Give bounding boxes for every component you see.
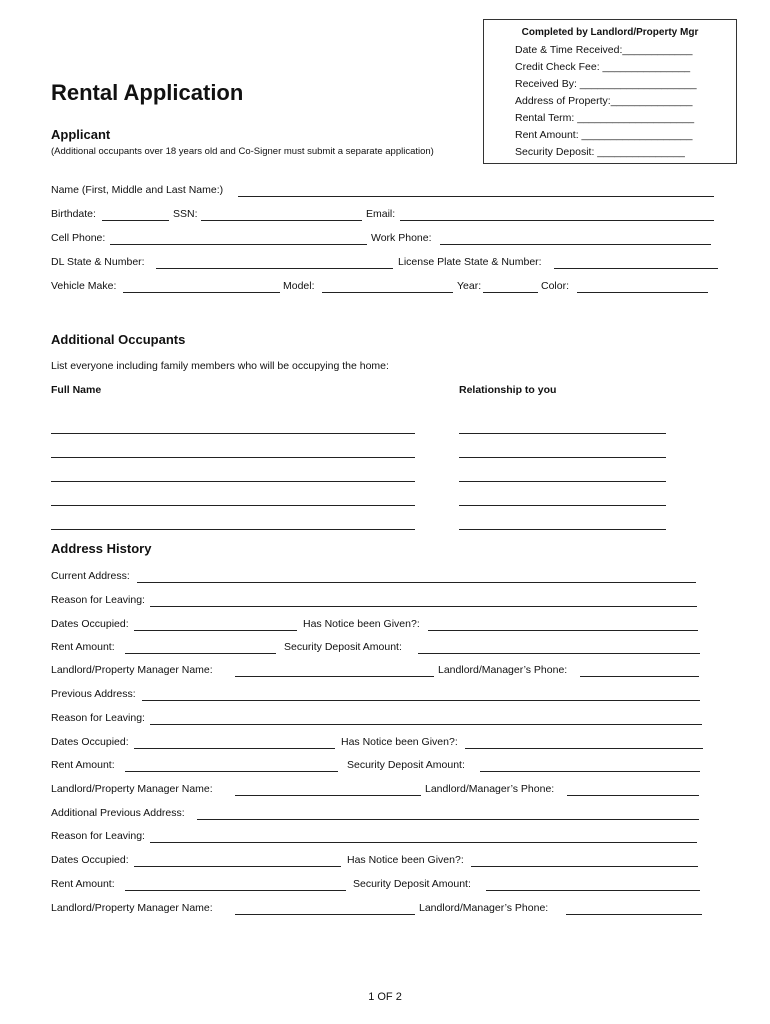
cell-phone-input-line[interactable] bbox=[110, 244, 367, 245]
notice-given-label: Has Notice been Given?: bbox=[347, 854, 464, 866]
birthdate-label: Birthdate: bbox=[51, 208, 96, 220]
landlord-phone-label: Landlord/Manager’s Phone: bbox=[425, 783, 555, 795]
landlord-phone-label: Landlord/Manager’s Phone: bbox=[438, 664, 568, 676]
received-by-field[interactable]: Received By: ____________________ bbox=[515, 78, 697, 90]
current-address-label: Current Address: bbox=[51, 570, 130, 582]
landlord-name-input-line[interactable] bbox=[235, 676, 434, 677]
reason-for-leaving-label: Reason for Leaving: bbox=[51, 712, 145, 724]
occupant-relationship-line[interactable] bbox=[459, 433, 666, 434]
landlord-name-label: Landlord/Property Manager Name: bbox=[51, 664, 213, 676]
landlord-name-input-line[interactable] bbox=[235, 914, 415, 915]
occupant-name-line[interactable] bbox=[51, 457, 415, 458]
security-deposit-input-line[interactable] bbox=[418, 653, 700, 654]
color-input-line[interactable] bbox=[577, 292, 708, 293]
year-input-line[interactable] bbox=[483, 292, 538, 293]
occupant-name-line[interactable] bbox=[51, 505, 415, 506]
notice-given-input-line[interactable] bbox=[471, 866, 698, 867]
occupant-relationship-line[interactable] bbox=[459, 529, 666, 530]
landlord-phone-input-line[interactable] bbox=[566, 914, 702, 915]
landlord-name-label: Landlord/Property Manager Name: bbox=[51, 783, 213, 795]
ssn-input-line[interactable] bbox=[201, 220, 362, 221]
applicant-note: (Additional occupants over 18 years old and Co-Signer must submit a separate application) bbox=[51, 146, 434, 157]
landlord-name-input-line[interactable] bbox=[235, 795, 421, 796]
current-address-input-line[interactable] bbox=[137, 582, 696, 583]
work-phone-label: Work Phone: bbox=[371, 232, 432, 244]
landlord-phone-label: Landlord/Manager’s Phone: bbox=[419, 902, 549, 914]
occupant-name-line[interactable] bbox=[51, 481, 415, 482]
ssn-label: SSN: bbox=[173, 208, 198, 220]
birthdate-input-line[interactable] bbox=[102, 220, 169, 221]
dl-input-line[interactable] bbox=[156, 268, 393, 269]
occupant-name-line[interactable] bbox=[51, 529, 415, 530]
name-label: Name (First, Middle and Last Name:) bbox=[51, 184, 224, 196]
dates-occupied-input-line[interactable] bbox=[134, 630, 297, 631]
previous-address-input-line[interactable] bbox=[142, 700, 700, 701]
reason-for-leaving-label: Reason for Leaving: bbox=[51, 830, 145, 842]
notice-given-label: Has Notice been Given?: bbox=[341, 736, 458, 748]
security-deposit-field[interactable]: Security Deposit: _______________ bbox=[515, 146, 685, 158]
dates-occupied-label: Dates Occupied: bbox=[51, 854, 129, 866]
email-input-line[interactable] bbox=[400, 220, 714, 221]
page-number: 1 OF 2 bbox=[368, 991, 402, 1003]
year-label: Year: bbox=[457, 280, 482, 292]
dates-occupied-input-line[interactable] bbox=[134, 866, 341, 867]
landlord-name-label: Landlord/Property Manager Name: bbox=[51, 902, 213, 914]
security-deposit-label: Security Deposit Amount: bbox=[284, 641, 402, 653]
occupant-relationship-line[interactable] bbox=[459, 457, 666, 458]
security-deposit-label: Security Deposit Amount: bbox=[353, 878, 471, 890]
dates-occupied-label: Dates Occupied: bbox=[51, 618, 129, 630]
address-history-heading: Address History bbox=[51, 541, 152, 556]
additional-previous-address-label: Additional Previous Address: bbox=[51, 807, 185, 819]
rent-amount-field[interactable]: Rent Amount: ___________________ bbox=[515, 129, 693, 141]
model-input-line[interactable] bbox=[322, 292, 453, 293]
rent-amount-label: Rent Amount: bbox=[51, 878, 115, 890]
rent-amount-input-line[interactable] bbox=[125, 653, 276, 654]
cell-phone-label: Cell Phone: bbox=[51, 232, 106, 244]
landlord-phone-input-line[interactable] bbox=[567, 795, 699, 796]
model-label: Model: bbox=[283, 280, 315, 292]
rent-amount-input-line[interactable] bbox=[125, 890, 346, 891]
security-deposit-label: Security Deposit Amount: bbox=[347, 759, 465, 771]
work-phone-input-line[interactable] bbox=[440, 244, 711, 245]
notice-given-input-line[interactable] bbox=[428, 630, 698, 631]
dates-occupied-input-line[interactable] bbox=[134, 748, 335, 749]
rent-amount-label: Rent Amount: bbox=[51, 759, 115, 771]
landlord-use-box bbox=[483, 19, 737, 164]
occupant-relationship-line[interactable] bbox=[459, 505, 666, 506]
license-plate-input-line[interactable] bbox=[554, 268, 718, 269]
landlord-phone-input-line[interactable] bbox=[580, 676, 699, 677]
relationship-column-header: Relationship to you bbox=[459, 384, 557, 396]
reason-for-leaving-input-line[interactable] bbox=[150, 842, 697, 843]
rent-amount-input-line[interactable] bbox=[125, 771, 338, 772]
credit-check-fee-field[interactable]: Credit Check Fee: _______________ bbox=[515, 61, 691, 73]
rental-term-field[interactable]: Rental Term: ____________________ bbox=[515, 112, 695, 124]
date-time-received-field[interactable]: Date & Time Received:____________ bbox=[515, 44, 693, 56]
email-label: Email: bbox=[366, 208, 396, 220]
reason-for-leaving-input-line[interactable] bbox=[150, 606, 697, 607]
additional-previous-address-input-line[interactable] bbox=[197, 819, 699, 820]
notice-given-input-line[interactable] bbox=[465, 748, 703, 749]
additional-occupants-heading: Additional Occupants bbox=[51, 332, 186, 347]
name-input-line[interactable] bbox=[238, 196, 714, 197]
license-plate-label: License Plate State & Number: bbox=[398, 256, 542, 268]
reason-for-leaving-label: Reason for Leaving: bbox=[51, 594, 145, 606]
reason-for-leaving-input-line[interactable] bbox=[150, 724, 702, 725]
address-of-property-field[interactable]: Address of Property:______________ bbox=[515, 95, 693, 107]
full-name-column-header: Full Name bbox=[51, 384, 102, 396]
previous-address-label: Previous Address: bbox=[51, 688, 136, 700]
dates-occupied-label: Dates Occupied: bbox=[51, 736, 129, 748]
occupant-relationship-line[interactable] bbox=[459, 481, 666, 482]
vehicle-make-input-line[interactable] bbox=[123, 292, 280, 293]
security-deposit-input-line[interactable] bbox=[486, 890, 700, 891]
page-title: Rental Application bbox=[51, 80, 244, 105]
color-label: Color: bbox=[541, 280, 570, 292]
rent-amount-label: Rent Amount: bbox=[51, 641, 115, 653]
dl-label: DL State & Number: bbox=[51, 256, 145, 268]
occupants-instruction: List everyone including family members who will be occupying the home: bbox=[51, 360, 389, 372]
notice-given-label: Has Notice been Given?: bbox=[303, 618, 420, 630]
vehicle-make-label: Vehicle Make: bbox=[51, 280, 117, 292]
security-deposit-input-line[interactable] bbox=[480, 771, 700, 772]
landlord-box-heading: Completed by Landlord/Property Mgr bbox=[521, 27, 699, 38]
applicant-heading: Applicant bbox=[51, 127, 111, 142]
occupant-name-line[interactable] bbox=[51, 433, 415, 434]
